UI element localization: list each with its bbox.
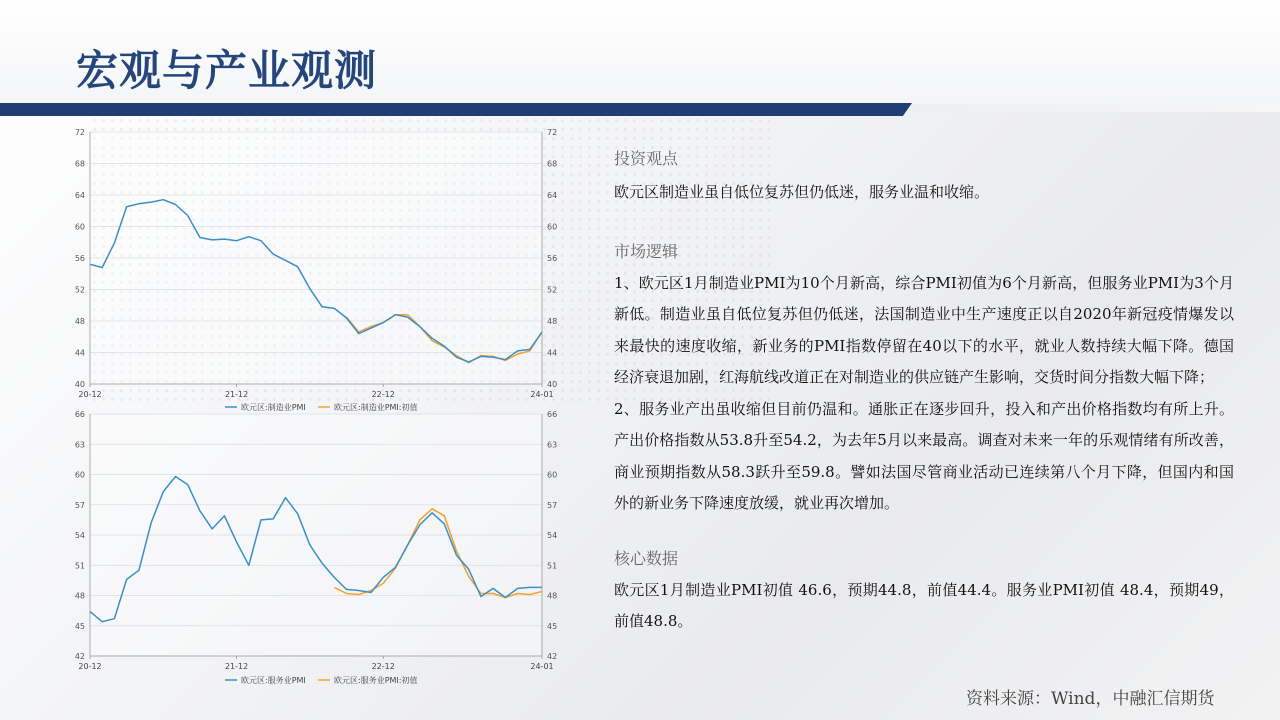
legend-label: 欧元区:服务业PMI:初值 xyxy=(334,676,418,685)
content-panel xyxy=(614,146,1234,638)
x-tick-label: 24-01 xyxy=(530,662,554,671)
y-tick-label-right: 51 xyxy=(547,561,558,571)
y-tick-label-right: 42 xyxy=(547,652,558,661)
core-data-text: 欧元区1月制造业PMI初值 46.6，预期44.8，前值44.4。服务业PMI初值 48.4，预期49，前值48.8。 xyxy=(614,580,1234,630)
y-tick-label-left: 54 xyxy=(74,531,85,540)
x-tick-label: 22-12 xyxy=(371,390,395,399)
investment-view-text: 欧元区制造业虽自低位复苏但仍低迷，服务业温和收缩。 xyxy=(614,183,990,201)
legend-label: 欧元区:制造业PMI:初值 xyxy=(334,403,418,412)
x-tick-label: 21-12 xyxy=(224,390,249,399)
y-tick-label-right: 52 xyxy=(547,285,558,295)
x-tick-label: 24-01 xyxy=(530,390,554,399)
x-tick-label: 21-12 xyxy=(224,662,249,671)
y-tick-label-left: 44 xyxy=(74,348,85,358)
y-tick-label-right: 54 xyxy=(547,531,558,540)
y-tick-label-left: 48 xyxy=(74,317,85,326)
y-tick-label-left: 52 xyxy=(74,285,85,295)
y-tick-label-right: 72 xyxy=(547,128,558,137)
y-tick-label-right: 57 xyxy=(547,500,558,510)
y-tick-label-left: 56 xyxy=(74,254,85,263)
y-tick-label-left: 68 xyxy=(74,159,85,169)
y-tick-label-right: 64 xyxy=(547,191,558,200)
legend-label: 欧元区:服务业PMI xyxy=(241,676,306,685)
x-tick-label: 20-12 xyxy=(78,662,102,671)
y-tick-label-left: 60 xyxy=(74,222,85,232)
market-logic-paragraph-2: 2、服务业产出虽收缩但目前仍温和。通胀正在逐步回升，投入和产出价格指数均有所上升。产出价格指数从53.8升至54.2，为去年5月以来最高。调查对未来一年的乐观情绪有所改善，商业预期指数从58.3跃升至59.8。譬如法国尽管商业活动已连续第八个月下降，但国内和国外的新业务下降速度放缓，就业再次增加。 xyxy=(614,399,1234,512)
y-tick-label-right: 45 xyxy=(547,621,558,631)
y-tick-label-right: 40 xyxy=(547,380,558,389)
y-tick-label-left: 57 xyxy=(74,500,85,510)
y-tick-label-left: 48 xyxy=(74,591,85,601)
y-tick-label-right: 68 xyxy=(547,159,558,169)
y-tick-label-right: 48 xyxy=(547,591,558,601)
x-tick-label: 20-12 xyxy=(78,390,102,399)
y-tick-label-left: 72 xyxy=(74,128,85,137)
pmi-charts xyxy=(60,122,580,694)
y-tick-label-left: 42 xyxy=(74,652,85,661)
y-tick-label-right: 44 xyxy=(547,348,558,358)
y-tick-label-right: 48 xyxy=(547,317,558,326)
y-tick-label-left: 45 xyxy=(74,621,85,631)
title-underline-blue xyxy=(0,103,912,116)
y-tick-label-left: 40 xyxy=(74,380,85,389)
y-tick-label-left: 64 xyxy=(74,191,85,200)
y-tick-label-right: 56 xyxy=(547,254,558,263)
section-title-core-data: 核心数据 xyxy=(614,548,679,568)
market-logic-paragraph-1: 1、欧元区1月制造业PMI为10个月新高，综合PMI初值为6个月新高，但服务业PMI为3个月新低。制造业虽自低位复苏但仍低迷，法国制造业中生产速度正以自2020年新冠疫情爆发以来最快的速度收缩，新业务的PMI指数停留在40以下的水平，就业人数持续大幅下降。德国经济衰退加剧，红海航线改道正在对制造业的供应链产生影响，交货时间分指数大幅下降； xyxy=(614,273,1234,386)
x-tick-label: 22-12 xyxy=(371,662,395,671)
y-tick-label-right: 66 xyxy=(547,410,558,419)
section-title-investment-view: 投资观点 xyxy=(614,149,679,168)
y-tick-label-left: 63 xyxy=(74,440,85,450)
y-tick-label-left: 51 xyxy=(74,561,85,571)
y-tick-label-left: 60 xyxy=(74,470,85,480)
y-tick-label-right: 63 xyxy=(547,440,558,450)
legend-label: 欧元区:制造业PMI xyxy=(241,403,306,412)
y-tick-label-right: 60 xyxy=(547,222,558,232)
source-note: 资料来源：Wind，中融汇信期货 xyxy=(966,689,1215,709)
page-title: 宏观与产业观测 xyxy=(76,46,378,95)
y-tick-label-left: 66 xyxy=(74,410,85,419)
section-title-market-logic: 市场逻辑 xyxy=(614,241,679,261)
y-tick-label-right: 60 xyxy=(547,470,558,480)
